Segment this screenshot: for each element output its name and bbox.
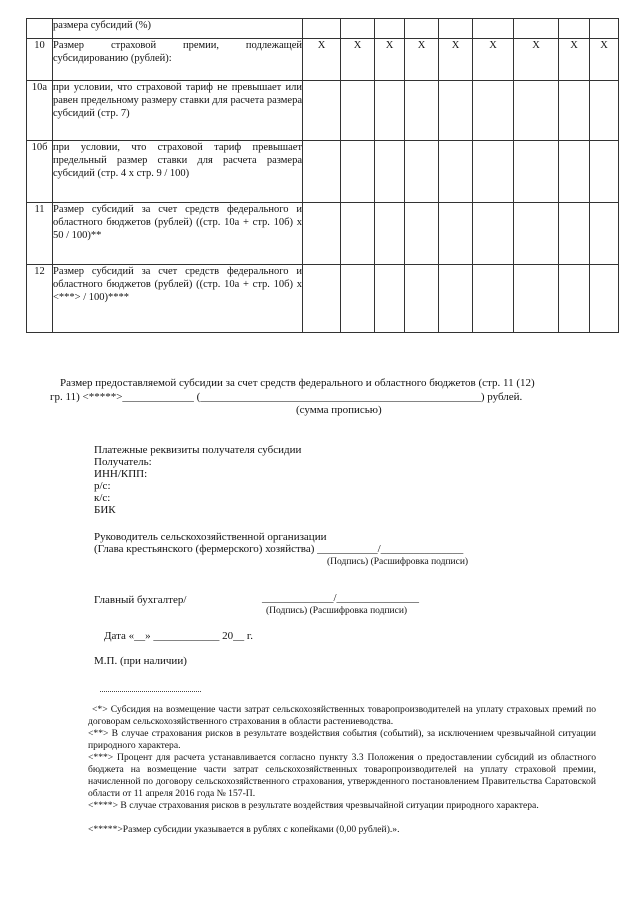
table-row [27, 141, 619, 203]
value-cell [473, 203, 514, 265]
value-cell [303, 19, 341, 39]
value-cell [405, 203, 439, 265]
value-cell: X [473, 39, 514, 81]
value-cell [341, 19, 375, 39]
row-number: 12 [27, 265, 53, 333]
value-cell [473, 141, 514, 203]
footnote-2: <**> В случае страхования рисков в результате воздействия события (событий), за исключением чрезвычайной ситуации природного характера. [88, 728, 596, 751]
value-cell [405, 141, 439, 203]
table-row [27, 39, 619, 81]
value-cell [439, 203, 473, 265]
value-cell [514, 203, 559, 265]
value-cell [439, 19, 473, 39]
footnote-5: <*****>Размер субсидии указывается в рублях с копейками (0,00 рублей).». [88, 824, 400, 835]
value-cell [514, 265, 559, 333]
value-cell [473, 265, 514, 333]
value-cell: X [439, 39, 473, 81]
accountant-label: Главный бухгалтер/ [94, 594, 187, 606]
table-row [27, 19, 619, 39]
footnote-3: <***> Процент для расчета устанавливается согласно пункту 3.3 Положения о предоставлении субсидий из областного бюджета на возмещение части затрат сельскохозяйственных товаропроизводителей на уплату страховой премии, начисленной по договору сельскохозяйственного страхования, утвержденного постановлением Правительства Саратовской области от 11 апреля 2016 года № 157-П. [88, 752, 596, 799]
value-cell [375, 19, 405, 39]
row-description: Размер субсидий за счет средств федерального и областного бюджетов (рублей) ((стр. 10а + стр. 10б) x 50 / 100)** [53, 203, 303, 265]
value-cell [405, 265, 439, 333]
inn-kpp-label: ИНН/КПП: [94, 468, 148, 480]
bik-label: БИК [94, 504, 116, 516]
value-cell [375, 265, 405, 333]
value-cell [439, 81, 473, 141]
row-description: при условии, что страховой тариф превышает предельный размер ставки для расчета размера субсидий (стр. 4 x стр. 9 / 100) [53, 141, 303, 203]
value-cell [375, 141, 405, 203]
ks-label: к/с: [94, 492, 111, 504]
value-cell [341, 265, 375, 333]
row-description: Размер субсидий за счет средств федерального и областного бюджетов (рублей) ((стр. 10а + стр. 10б) x <***> / 100)**** [53, 265, 303, 333]
summary-amount-caption: (сумма прописью) [296, 404, 382, 416]
value-cell [375, 81, 405, 141]
value-cell: X [375, 39, 405, 81]
value-cell [514, 141, 559, 203]
value-cell: X [303, 39, 341, 81]
value-cell [590, 265, 619, 333]
value-cell [473, 19, 514, 39]
head-signature-captions: (Подпись) (Расшифровка подписи) [327, 557, 469, 567]
row-number: 10а [27, 81, 53, 141]
rs-label: р/с: [94, 480, 111, 492]
value-cell [559, 141, 590, 203]
row-description: при условии, что страховой тариф не превышает или равен предельному размеру ставки для расчета размера субсидий (стр. 7) [53, 81, 303, 141]
value-cell [341, 203, 375, 265]
value-cell [590, 81, 619, 141]
value-cell [439, 265, 473, 333]
footnote-4: <****> В случае страхования рисков в результате воздействия чрезвычайной ситуации природного характера. [88, 800, 539, 811]
value-cell [375, 203, 405, 265]
head-title: Руководитель сельскохозяйственной организации [94, 531, 327, 543]
table-row [27, 203, 619, 265]
footnote-separator [100, 691, 201, 692]
row-number: 10б [27, 141, 53, 203]
value-cell [559, 81, 590, 141]
value-cell: X [514, 39, 559, 81]
subsidy-calculation-table [26, 18, 619, 333]
recipient-label: Получатель: [94, 456, 152, 468]
accountant-signature-line: _____________/_______________ [262, 592, 420, 604]
summary-line-2: гр. 11) <*****>_____________ (___________________________________________________) рублей. [50, 391, 523, 403]
value-cell [405, 81, 439, 141]
value-cell [341, 81, 375, 141]
row-number: 10 [27, 39, 53, 81]
footnote-1: <*> Субсидия на возмещение части затрат сельскохозяйственных товаропроизводителей на уплату страховых премий по договорам сельскохозяйственного страхования в области растениеводства. [88, 704, 596, 727]
value-cell: X [341, 39, 375, 81]
table-row [27, 265, 619, 333]
row-description: размера субсидий (%) [53, 19, 303, 39]
value-cell [303, 265, 341, 333]
value-cell [559, 203, 590, 265]
value-cell [303, 81, 341, 141]
summary-line-1: Размер предоставляемой субсидии за счет средств федерального и областного бюджетов (стр. 11 (12) [60, 377, 535, 389]
value-cell [590, 141, 619, 203]
row-description: Размер страховой премии, подлежащей субсидированию (рублей): [53, 39, 303, 81]
value-cell: X [405, 39, 439, 81]
value-cell [559, 19, 590, 39]
table-row [27, 81, 619, 141]
row-number [27, 19, 53, 39]
requisites-title: Платежные реквизиты получателя субсидии [94, 444, 302, 456]
value-cell [473, 81, 514, 141]
value-cell [341, 141, 375, 203]
value-cell [590, 19, 619, 39]
value-cell [559, 265, 590, 333]
value-cell [405, 19, 439, 39]
stamp-label: М.П. (при наличии) [94, 655, 187, 667]
value-cell [514, 81, 559, 141]
value-cell [303, 203, 341, 265]
value-cell [439, 141, 473, 203]
date-line: Дата «__» ____________ 20__ г. [104, 630, 253, 642]
row-number: 11 [27, 203, 53, 265]
value-cell [590, 203, 619, 265]
head-signature-line: (Глава крестьянского (фермерского) хозяйства) ___________/_______________ [94, 543, 464, 555]
value-cell [303, 141, 341, 203]
accountant-signature-captions: (Подпись) (Расшифровка подписи) [266, 606, 408, 616]
value-cell: X [559, 39, 590, 81]
value-cell [514, 19, 559, 39]
value-cell: X [590, 39, 619, 81]
